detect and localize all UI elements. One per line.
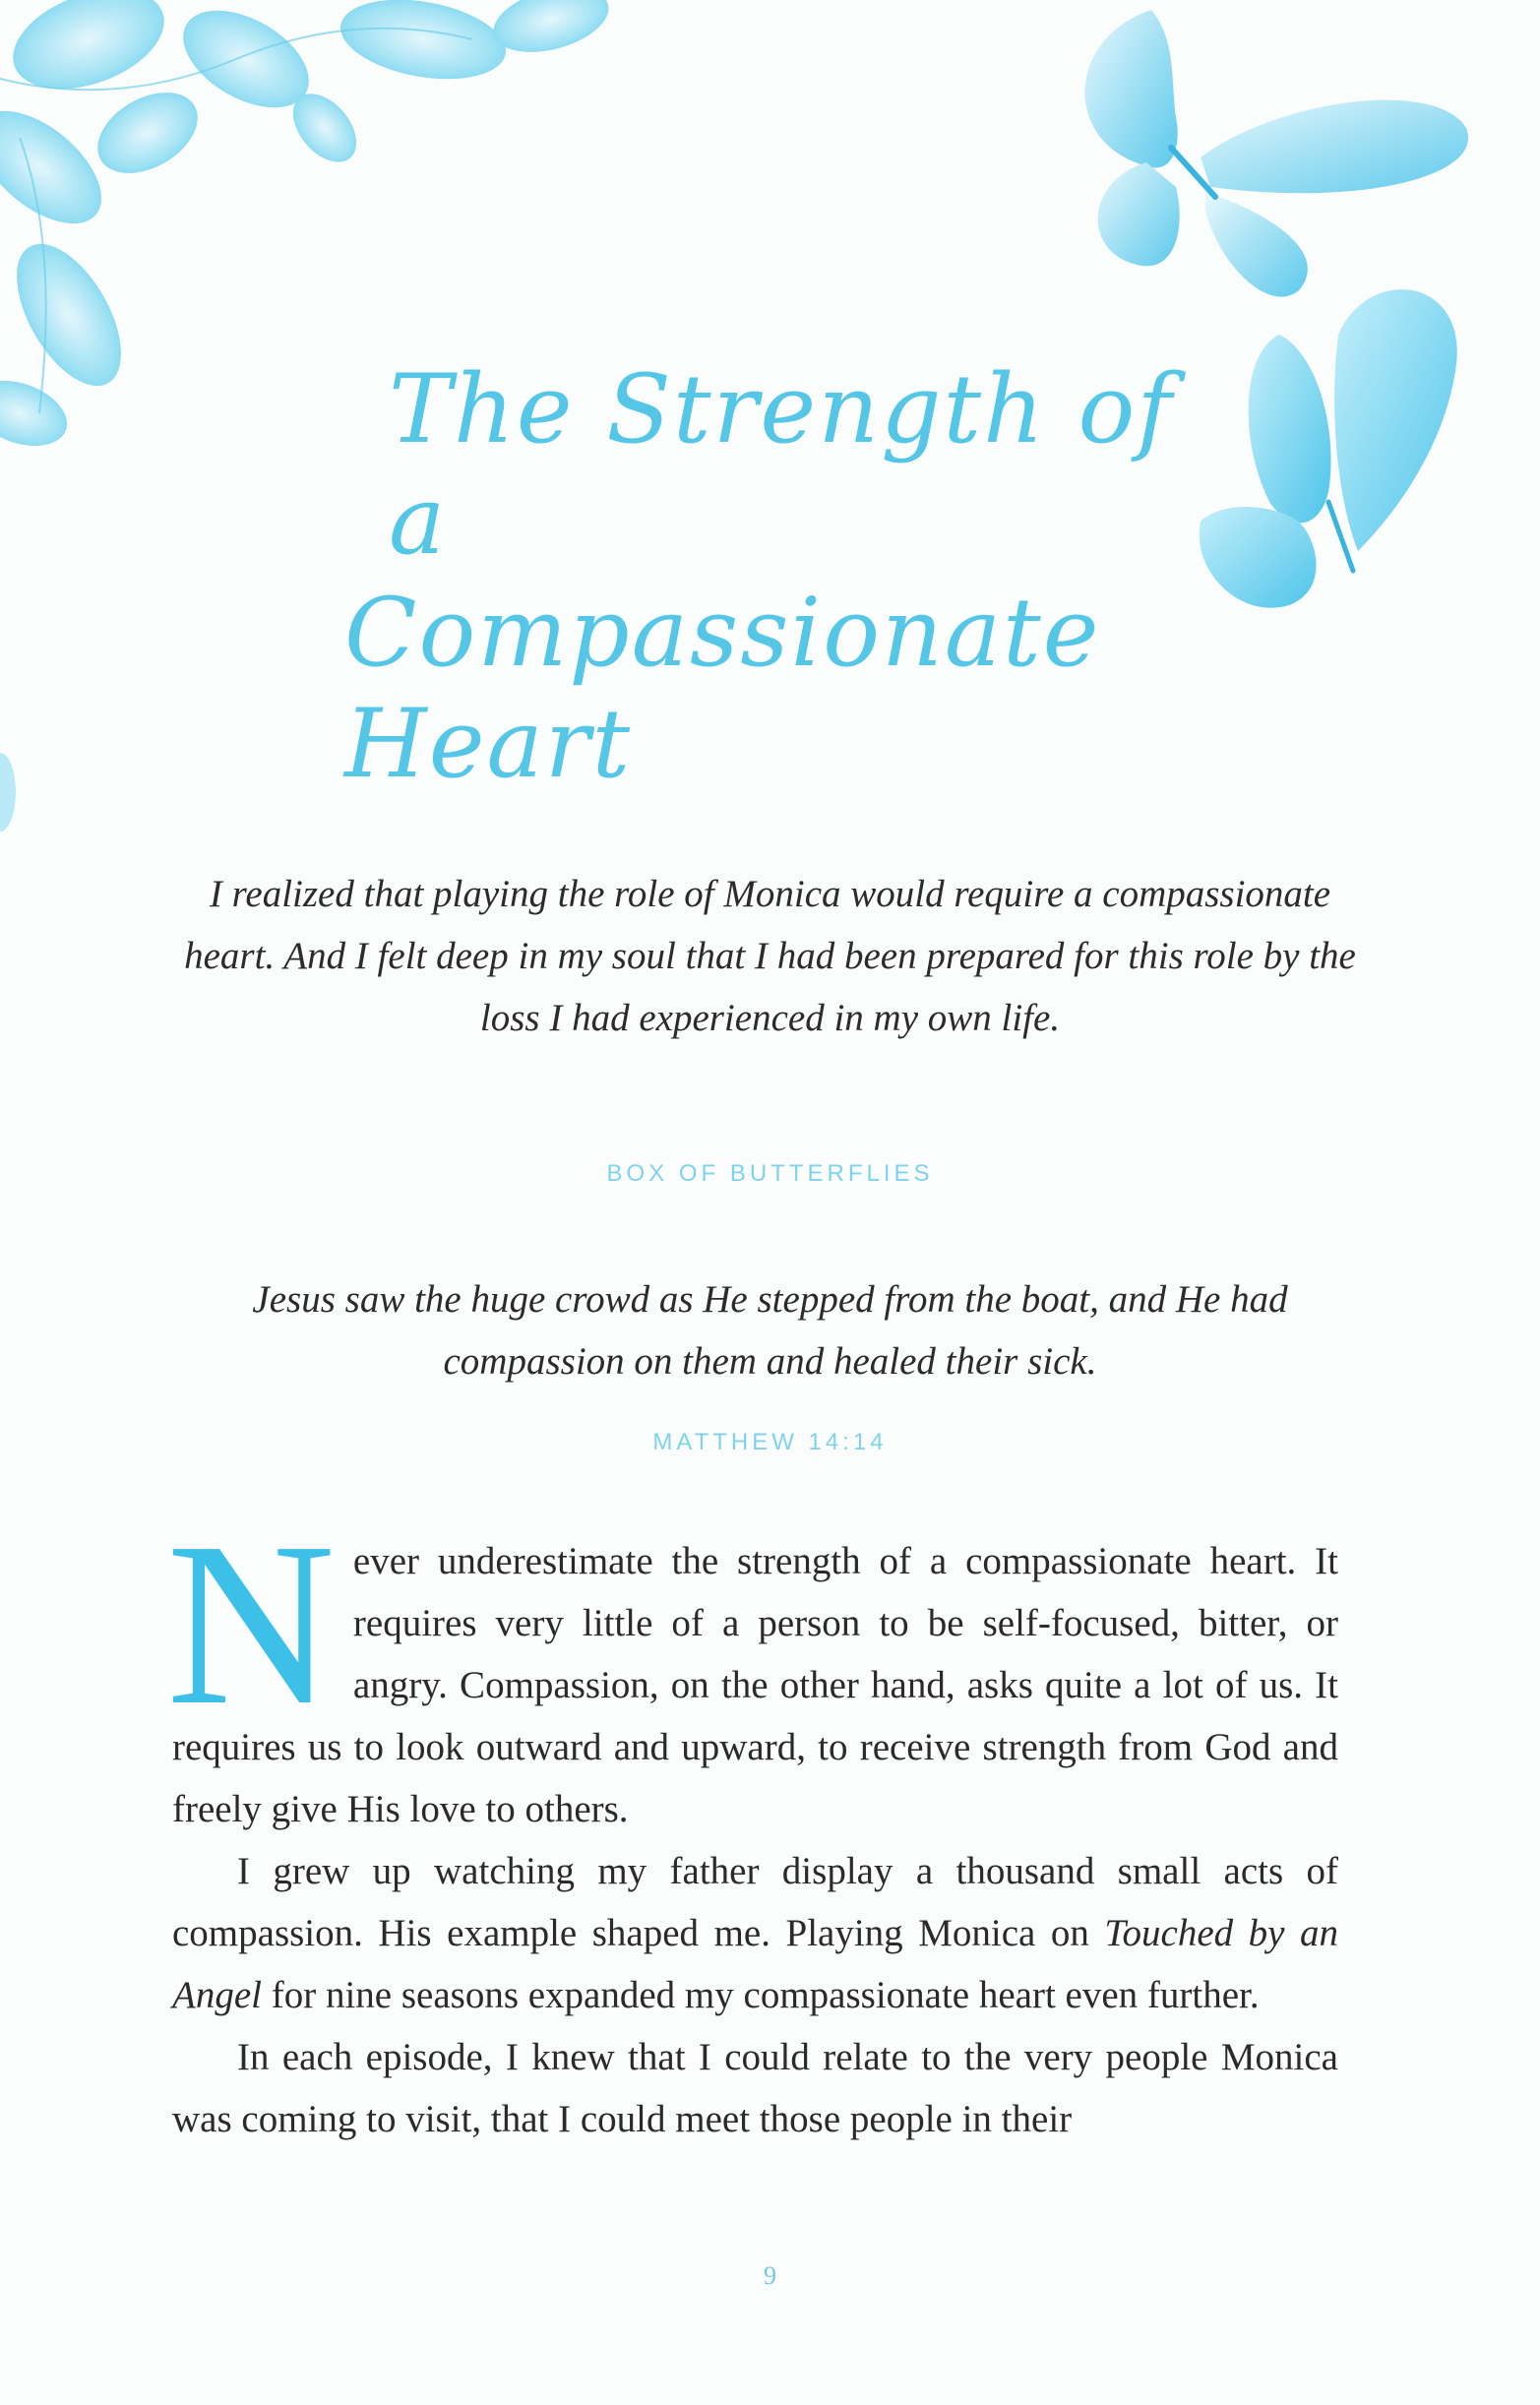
scripture-quote: Jesus saw the huge crowd as He stepped from the boat, and He had compassion on them and healed their sick.	[252, 1278, 1288, 1383]
page-number: 9	[764, 2261, 776, 2290]
body-paragraph	[166, 1495, 1338, 1840]
drop-cap: N	[166, 1495, 336, 1754]
body-paragraph: In each episode, I knew that I could relate to the very people Monica was coming to visit, that I could meet those people in their	[172, 2036, 1338, 2140]
body-text	[166, 1495, 1339, 2150]
body-paragraph	[172, 1840, 1338, 2026]
chapter-title-line-2: Compassionate Heart	[344, 577, 1101, 799]
epigraph-source: BOX OF BUTTERFLIES	[606, 1160, 934, 1187]
paragraph-text: for nine seasons expanded my compassionate heart even further.	[261, 1974, 1260, 2016]
butterfly-illustration-right	[1181, 276, 1515, 630]
butterfly-illustration-top	[1004, 0, 1515, 305]
chapter-title-line-1: The Strength of a	[389, 354, 1174, 577]
show-title: Touched by an Angel	[172, 1912, 1339, 2016]
paragraph-text: ever underestimate the strength of a compassionate heart. It requires very little of a person to be self-focused, bitter, or angry. Compassion, on the other hand, asks quite a lot of us. It requires us to look outward and upward, to receive strength from God and freely give His love to others.	[172, 1540, 1338, 1830]
epigraph-quote: I realized that playing the role of Monica would require a compassionate heart. And I felt deep in my soul that I had been prepared for this role by the loss I had experienced in my own life.	[184, 873, 1356, 1039]
chapter-title	[344, 354, 1230, 800]
paragraph-text: I grew up watching my father display a thousand small acts of compassion. His example shaped me. Playing Monica on	[172, 1850, 1338, 1954]
leaf-edge-illustration	[0, 748, 30, 836]
scripture-reference: MATTHEW 14:14	[652, 1429, 888, 1455]
